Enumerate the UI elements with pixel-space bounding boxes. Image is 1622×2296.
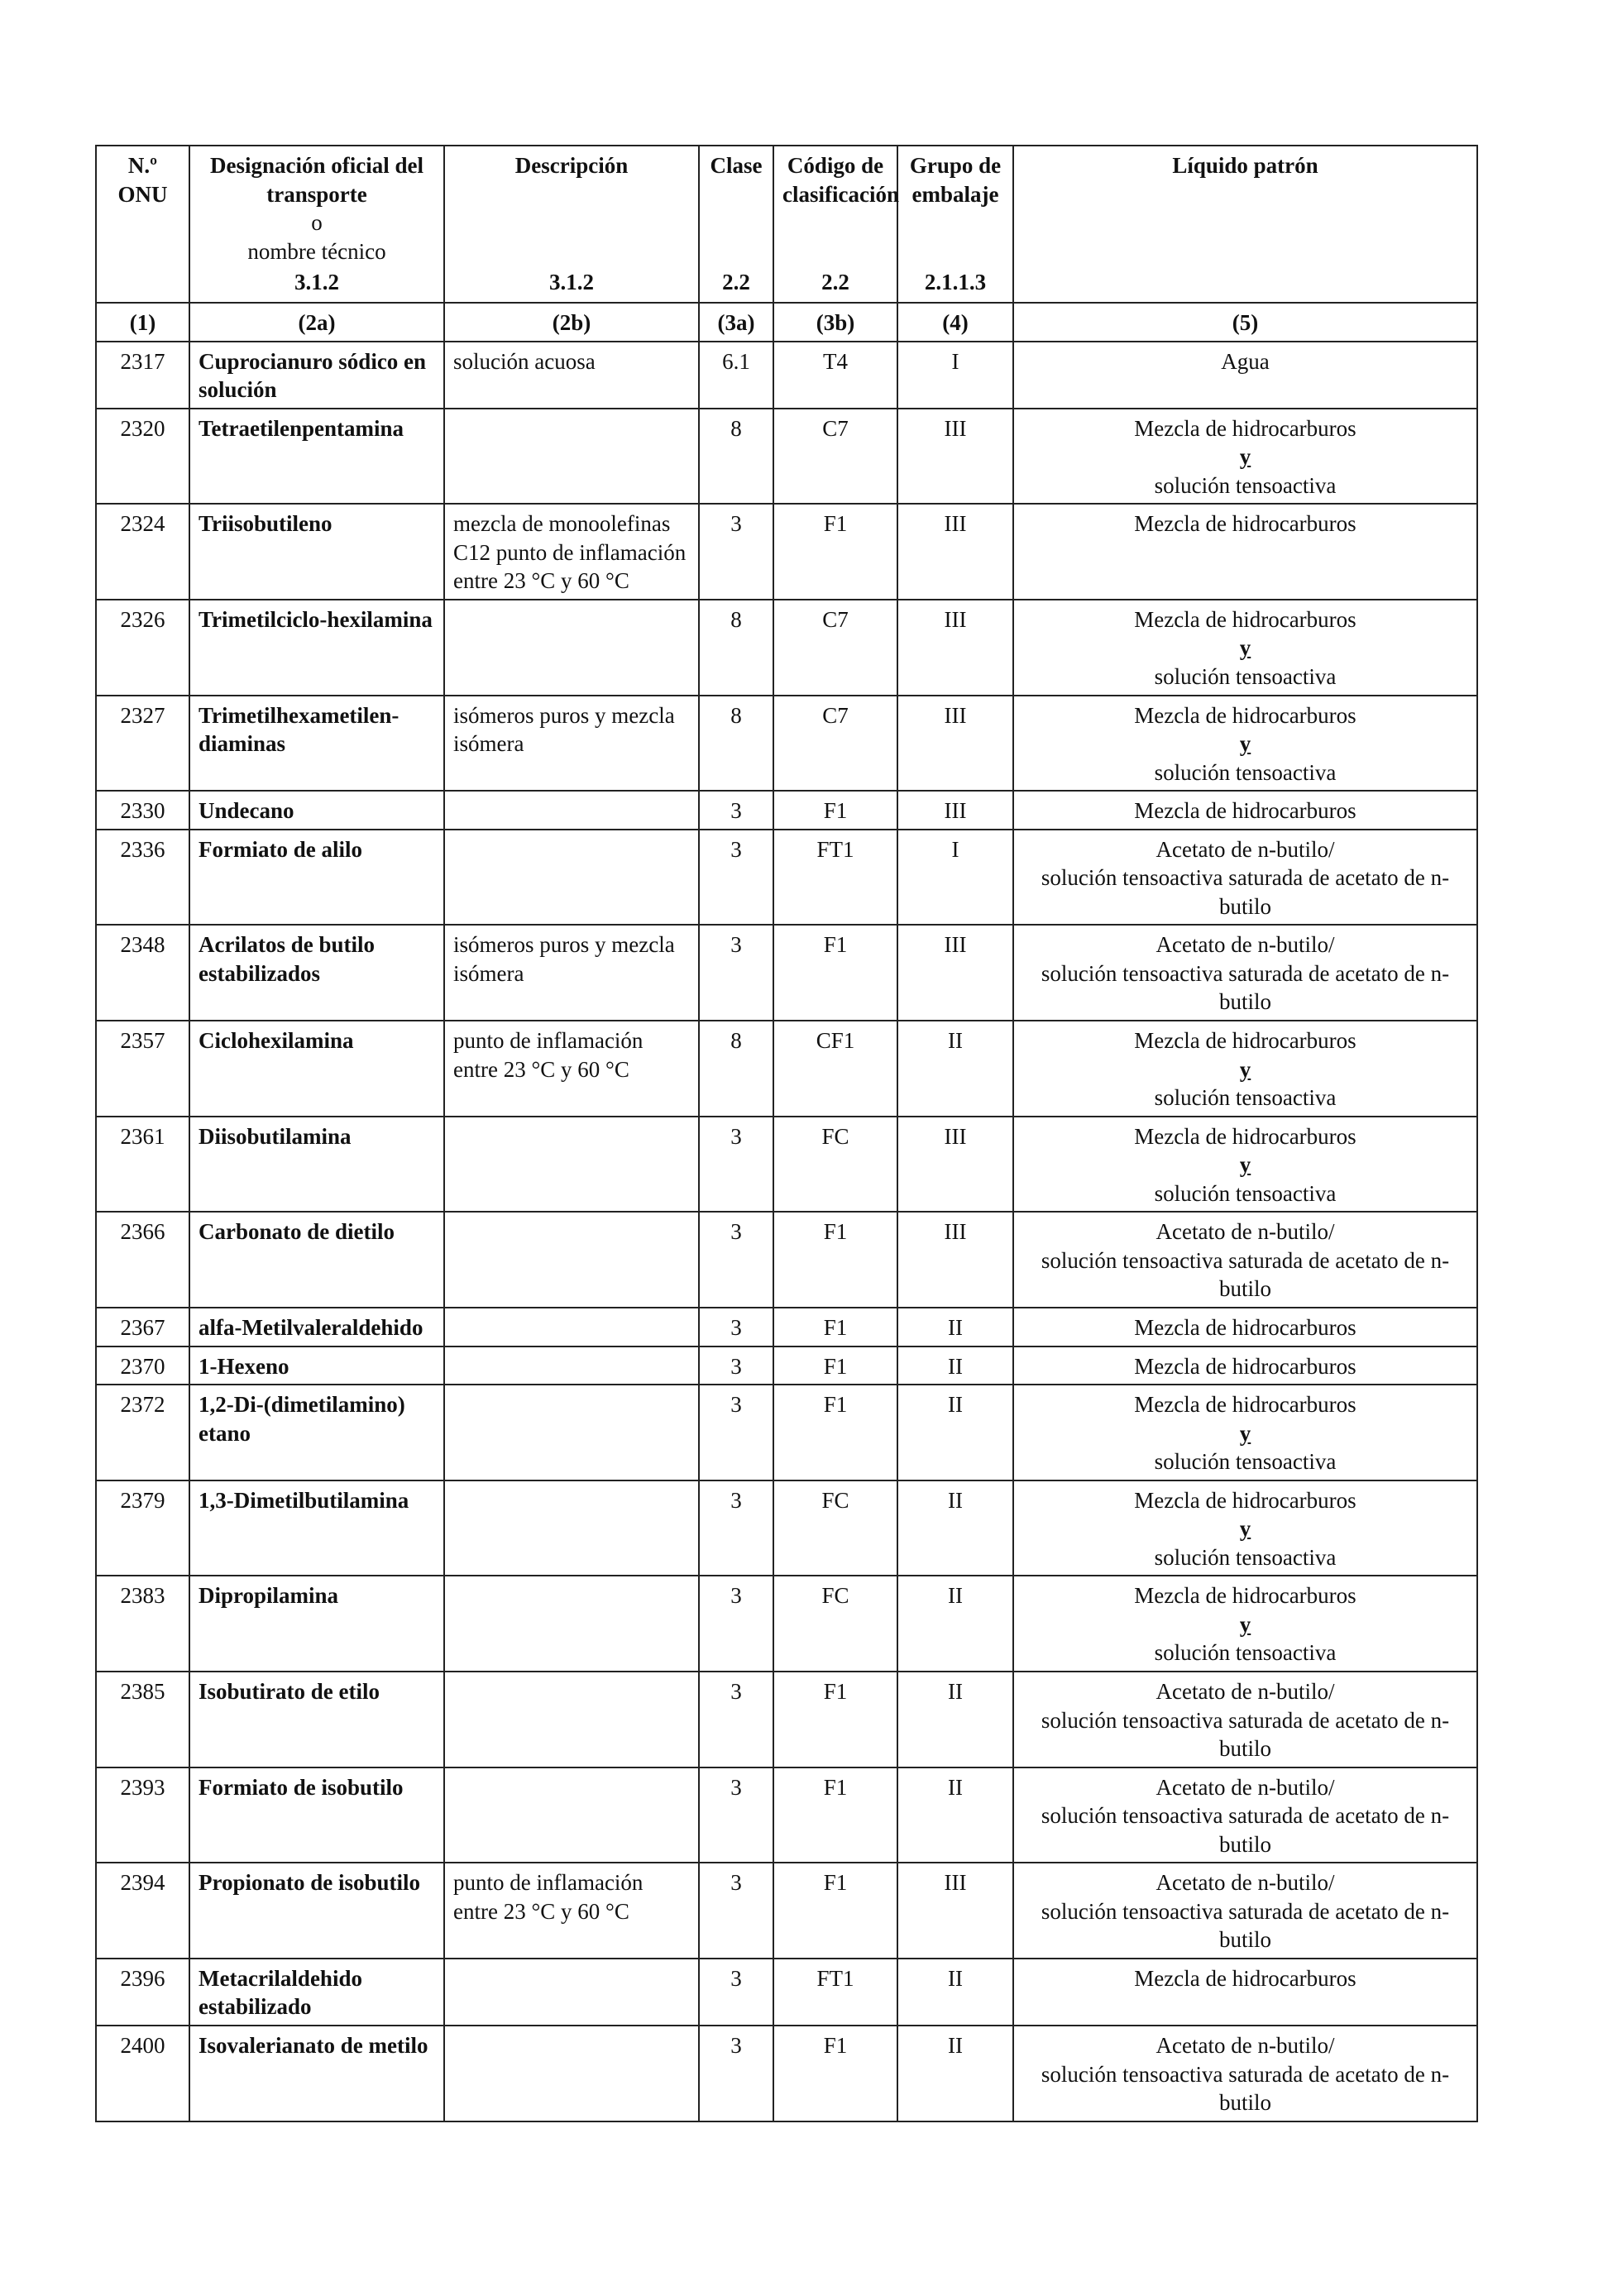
cell-name: Trimetilciclo-hexilamina xyxy=(189,600,444,696)
cell-grupo: III xyxy=(897,600,1013,696)
cell-liquido xyxy=(1013,1117,1477,1213)
cell-onu: 2372 xyxy=(96,1385,189,1480)
cell-descripcion xyxy=(444,1117,699,1213)
cell-name: Formiato de alilo xyxy=(189,830,444,926)
header-row xyxy=(96,146,1477,303)
cell-descripcion xyxy=(444,791,699,830)
table-row xyxy=(96,1117,1477,1213)
cell-codigo: C7 xyxy=(773,409,897,505)
liquido-line: solución tensoactiva xyxy=(1154,759,1337,785)
table-row xyxy=(96,1672,1477,1767)
cell-name: Isovalerianato de metilo xyxy=(189,2026,444,2121)
table-body xyxy=(96,342,1477,2121)
cell-onu: 2357 xyxy=(96,1021,189,1117)
cell-onu: 2393 xyxy=(96,1767,189,1863)
liquido-line: solución tensoactiva xyxy=(1154,1449,1337,1475)
cell-name: 1,3-Dimetilbutilamina xyxy=(189,1480,444,1576)
cell-codigo: F1 xyxy=(773,2026,897,2121)
cell-onu: 2336 xyxy=(96,830,189,926)
cell-descripcion xyxy=(444,1347,699,1385)
header-codigo xyxy=(773,146,897,303)
liquido-line: Mezcla de hidrocarburos xyxy=(1134,1123,1356,1149)
cell-codigo: FC xyxy=(773,1117,897,1213)
cell-liquido xyxy=(1013,2026,1477,2121)
table-row xyxy=(96,791,1477,830)
cell-name: Undecano xyxy=(189,791,444,830)
liquido-line: Mezcla de hidrocarburos xyxy=(1134,1314,1356,1340)
cell-onu: 2385 xyxy=(96,1672,189,1767)
cell-onu: 2394 xyxy=(96,1863,189,1959)
cell-clase: 3 xyxy=(699,1385,773,1480)
liquido-line: solución tensoactiva xyxy=(1154,1085,1337,1111)
cell-name: Formiato de isobutilo xyxy=(189,1767,444,1863)
cell-clase: 3 xyxy=(699,1672,773,1767)
header-clase-label: Clase xyxy=(710,153,763,178)
liquido-line: Mezcla de hidrocarburos xyxy=(1134,798,1356,824)
cell-descripcion xyxy=(444,1480,699,1576)
cell-descripcion xyxy=(444,1308,699,1347)
cell-descripcion xyxy=(444,830,699,926)
cell-codigo: F1 xyxy=(773,1385,897,1480)
cell-codigo: T4 xyxy=(773,342,897,409)
cell-descripcion xyxy=(444,600,699,696)
cell-onu: 2324 xyxy=(96,504,189,600)
table-row xyxy=(96,925,1477,1021)
table-row xyxy=(96,1576,1477,1672)
table-row xyxy=(96,1347,1477,1385)
cell-clase: 3 xyxy=(699,1576,773,1672)
cell-liquido xyxy=(1013,342,1477,409)
table-row xyxy=(96,1863,1477,1959)
cell-onu: 2327 xyxy=(96,696,189,792)
cell-grupo: III xyxy=(897,1212,1013,1308)
cell-codigo: C7 xyxy=(773,600,897,696)
cell-clase: 8 xyxy=(699,696,773,792)
cell-onu: 2370 xyxy=(96,1347,189,1385)
liquido-line: y xyxy=(1239,1516,1251,1542)
cell-name: Acrilatos de butilo estabilizados xyxy=(189,925,444,1021)
cell-grupo: III xyxy=(897,791,1013,830)
cell-clase: 3 xyxy=(699,925,773,1021)
cell-clase: 3 xyxy=(699,504,773,600)
cell-descripcion xyxy=(444,1672,699,1767)
cell-codigo: F1 xyxy=(773,1347,897,1385)
liquido-line: Mezcla de hidrocarburos xyxy=(1134,702,1356,728)
cell-name: alfa-Metilvaleraldehido xyxy=(189,1308,444,1347)
cell-grupo: III xyxy=(897,1863,1013,1959)
cell-liquido xyxy=(1013,1576,1477,1672)
liquido-line: Mezcla de hidrocarburos xyxy=(1134,1028,1356,1054)
cell-name: Metacrilaldehido estabilizado xyxy=(189,1959,444,2026)
cell-name: Cuprocianuro sódico en solución xyxy=(189,342,444,409)
liquido-line: solución tensoactiva xyxy=(1154,664,1337,690)
liquido-line: solución tensoactiva xyxy=(1154,472,1337,498)
header-codigo-label: Código de clasificación xyxy=(782,153,899,207)
cell-grupo: II xyxy=(897,1021,1013,1117)
header-designacion-label: Designación oficial del transporte xyxy=(210,153,423,207)
table-row xyxy=(96,2026,1477,2121)
cell-name: Ciclohexilamina xyxy=(189,1021,444,1117)
cell-liquido xyxy=(1013,600,1477,696)
cell-grupo: II xyxy=(897,1767,1013,1863)
table-row xyxy=(96,1767,1477,1863)
liquido-line: Mezcla de hidrocarburos xyxy=(1134,1392,1356,1418)
cell-grupo: I xyxy=(897,342,1013,409)
cell-name: Tetraetilenpentamina xyxy=(189,409,444,505)
header-designacion xyxy=(189,146,444,303)
cell-clase: 3 xyxy=(699,791,773,830)
cell-codigo: FC xyxy=(773,1576,897,1672)
cell-codigo: F1 xyxy=(773,1863,897,1959)
cell-clase: 3 xyxy=(699,830,773,926)
substances-table xyxy=(95,145,1478,2122)
cell-clase: 8 xyxy=(699,600,773,696)
header-designacion-nt: nombre técnico xyxy=(247,238,386,264)
cell-onu: 2320 xyxy=(96,409,189,505)
liquido-line: solución tensoactiva xyxy=(1154,1640,1337,1666)
liquido-line: Mezcla de hidrocarburos xyxy=(1134,1965,1356,1991)
cell-liquido xyxy=(1013,791,1477,830)
cell-grupo: I xyxy=(897,830,1013,926)
cell-name: Propionato de isobutilo xyxy=(189,1863,444,1959)
liquido-line: solución tensoactiva xyxy=(1154,1180,1337,1206)
cell-name: Carbonato de dietilo xyxy=(189,1212,444,1308)
cell-name: Isobutirato de etilo xyxy=(189,1672,444,1767)
cell-liquido xyxy=(1013,1385,1477,1480)
cell-onu: 2326 xyxy=(96,600,189,696)
table-row xyxy=(96,1480,1477,1576)
liquido-line: solución tensoactiva saturada de acetato de n-butilo xyxy=(1041,1247,1450,1302)
header-onu-label: N.º ONU xyxy=(117,153,168,207)
cell-clase: 3 xyxy=(699,1767,773,1863)
cell-name: Diisobutilamina xyxy=(189,1117,444,1213)
cell-codigo: F1 xyxy=(773,791,897,830)
liquido-line: Mezcla de hidrocarburos xyxy=(1134,415,1356,441)
table-row xyxy=(96,1308,1477,1347)
liquido-line: solución tensoactiva saturada de acetato de n-butilo xyxy=(1041,865,1450,919)
cell-codigo: FC xyxy=(773,1480,897,1576)
liquido-line: y xyxy=(1239,1056,1251,1082)
cell-grupo: II xyxy=(897,1959,1013,2026)
cell-grupo: II xyxy=(897,1385,1013,1480)
liquido-line: y xyxy=(1239,731,1251,757)
cell-liquido xyxy=(1013,409,1477,505)
colnum-2b: (2b) xyxy=(444,303,699,342)
liquido-line: solución tensoactiva xyxy=(1154,1544,1337,1570)
liquido-line: Mezcla de hidrocarburos xyxy=(1134,511,1356,537)
header-designacion-o: o xyxy=(311,210,323,236)
cell-liquido xyxy=(1013,1347,1477,1385)
liquido-line: Mezcla de hidrocarburos xyxy=(1134,606,1356,632)
liquido-line: Mezcla de hidrocarburos xyxy=(1134,1353,1356,1379)
liquido-line: Mezcla de hidrocarburos xyxy=(1134,1583,1356,1609)
colnum-5: (5) xyxy=(1013,303,1477,342)
cell-descripcion xyxy=(444,409,699,505)
cell-descripcion: punto de inflamación entre 23 °C y 60 °C xyxy=(444,1863,699,1959)
header-descripcion xyxy=(444,146,699,303)
cell-codigo: FT1 xyxy=(773,830,897,926)
header-codigo-ref: 2.2 xyxy=(821,270,849,295)
cell-clase: 3 xyxy=(699,1959,773,2026)
cell-grupo: II xyxy=(897,1308,1013,1347)
cell-clase: 6.1 xyxy=(699,342,773,409)
cell-liquido xyxy=(1013,1959,1477,2026)
cell-name: Dipropilamina xyxy=(189,1576,444,1672)
cell-grupo: II xyxy=(897,1347,1013,1385)
cell-descripcion xyxy=(444,1576,699,1672)
cell-grupo: III xyxy=(897,696,1013,792)
cell-name: 1,2-Di-(dimetilamino) etano xyxy=(189,1385,444,1480)
liquido-line: solución tensoactiva saturada de acetato de n-butilo xyxy=(1041,2061,1450,2116)
liquido-line: Acetato de n-butilo/ xyxy=(1155,1774,1335,1800)
cell-liquido xyxy=(1013,1672,1477,1767)
cell-onu: 2366 xyxy=(96,1212,189,1308)
liquido-line: solución tensoactiva saturada de acetato de n-butilo xyxy=(1041,1803,1450,1857)
cell-grupo: II xyxy=(897,1576,1013,1672)
cell-clase: 3 xyxy=(699,1347,773,1385)
cell-name: 1-Hexeno xyxy=(189,1347,444,1385)
liquido-line: Agua xyxy=(1221,348,1270,374)
cell-onu: 2379 xyxy=(96,1480,189,1576)
colnum-3a: (3a) xyxy=(699,303,773,342)
cell-liquido xyxy=(1013,925,1477,1021)
cell-liquido xyxy=(1013,1212,1477,1308)
cell-onu: 2396 xyxy=(96,1959,189,2026)
cell-codigo: F1 xyxy=(773,1212,897,1308)
table-row xyxy=(96,504,1477,600)
cell-descripcion: isómeros puros y mezcla isómera xyxy=(444,696,699,792)
liquido-line: Acetato de n-butilo/ xyxy=(1155,1219,1335,1245)
header-grupo-ref: 2.1.1.3 xyxy=(924,270,987,295)
cell-onu: 2400 xyxy=(96,2026,189,2121)
cell-grupo: II xyxy=(897,1480,1013,1576)
liquido-line: y xyxy=(1239,1611,1251,1637)
cell-liquido xyxy=(1013,830,1477,926)
cell-clase: 3 xyxy=(699,1308,773,1347)
cell-descripcion xyxy=(444,1959,699,2026)
liquido-line: y xyxy=(1239,1420,1251,1446)
header-grupo-label: Grupo de embalaje xyxy=(909,153,1002,207)
liquido-line: solución tensoactiva saturada de acetato de n-butilo xyxy=(1041,1707,1450,1762)
cell-onu: 2367 xyxy=(96,1308,189,1347)
cell-grupo: II xyxy=(897,2026,1013,2121)
table-row xyxy=(96,696,1477,792)
header-clase-ref: 2.2 xyxy=(722,270,750,295)
colnum-2a: (2a) xyxy=(189,303,444,342)
header-liquido xyxy=(1013,146,1477,303)
cell-clase: 3 xyxy=(699,1480,773,1576)
cell-liquido xyxy=(1013,504,1477,600)
cell-descripcion: solución acuosa xyxy=(444,342,699,409)
colnum-4: (4) xyxy=(897,303,1013,342)
cell-onu: 2317 xyxy=(96,342,189,409)
cell-onu: 2348 xyxy=(96,925,189,1021)
cell-descripcion xyxy=(444,1212,699,1308)
colnum-3b: (3b) xyxy=(773,303,897,342)
liquido-line: Mezcla de hidrocarburos xyxy=(1134,1487,1356,1513)
table-row xyxy=(96,342,1477,409)
cell-codigo: F1 xyxy=(773,504,897,600)
table-row xyxy=(96,1385,1477,1480)
colnum-1: (1) xyxy=(96,303,189,342)
cell-descripcion: isómeros puros y mezcla isómera xyxy=(444,925,699,1021)
header-clase xyxy=(699,146,773,303)
cell-codigo: F1 xyxy=(773,925,897,1021)
cell-grupo: III xyxy=(897,409,1013,505)
cell-grupo: III xyxy=(897,925,1013,1021)
table-row xyxy=(96,1959,1477,2026)
cell-liquido xyxy=(1013,1308,1477,1347)
liquido-line: Acetato de n-butilo/ xyxy=(1155,1678,1335,1704)
table-row xyxy=(96,600,1477,696)
cell-codigo: F1 xyxy=(773,1767,897,1863)
table-row xyxy=(96,409,1477,505)
cell-grupo: II xyxy=(897,1672,1013,1767)
cell-onu: 2330 xyxy=(96,791,189,830)
cell-liquido xyxy=(1013,1863,1477,1959)
table-row xyxy=(96,830,1477,926)
liquido-line: Acetato de n-butilo/ xyxy=(1155,932,1335,958)
header-onu xyxy=(96,146,189,303)
cell-codigo: F1 xyxy=(773,1308,897,1347)
liquido-line: y xyxy=(1239,635,1251,661)
cell-descripcion xyxy=(444,1385,699,1480)
cell-liquido xyxy=(1013,696,1477,792)
liquido-line: Acetato de n-butilo/ xyxy=(1155,2032,1335,2058)
header-grupo xyxy=(897,146,1013,303)
table-row xyxy=(96,1212,1477,1308)
cell-codigo: C7 xyxy=(773,696,897,792)
table-row xyxy=(96,1021,1477,1117)
cell-onu: 2383 xyxy=(96,1576,189,1672)
cell-codigo: CF1 xyxy=(773,1021,897,1117)
column-number-row xyxy=(96,303,1477,342)
header-designacion-ref: 3.1.2 xyxy=(294,270,339,295)
cell-liquido xyxy=(1013,1480,1477,1576)
cell-codigo: F1 xyxy=(773,1672,897,1767)
liquido-line: Acetato de n-butilo/ xyxy=(1155,836,1335,862)
cell-clase: 3 xyxy=(699,2026,773,2121)
cell-clase: 3 xyxy=(699,1863,773,1959)
header-descripcion-ref: 3.1.2 xyxy=(549,270,594,295)
liquido-line: Acetato de n-butilo/ xyxy=(1155,1870,1335,1896)
liquido-line: solución tensoactiva saturada de acetato de n-butilo xyxy=(1041,960,1450,1015)
cell-grupo: III xyxy=(897,504,1013,600)
cell-codigo: FT1 xyxy=(773,1959,897,2026)
liquido-line: solución tensoactiva saturada de acetato de n-butilo xyxy=(1041,1898,1450,1953)
cell-name: Trimetilhexametilen-diaminas xyxy=(189,696,444,792)
cell-clase: 8 xyxy=(699,409,773,505)
cell-liquido xyxy=(1013,1767,1477,1863)
header-liquido-label: Líquido patrón xyxy=(1172,153,1318,178)
liquido-line: y xyxy=(1239,1152,1251,1178)
cell-descripcion xyxy=(444,2026,699,2121)
cell-name: Triisobutileno xyxy=(189,504,444,600)
cell-liquido xyxy=(1013,1021,1477,1117)
cell-grupo: III xyxy=(897,1117,1013,1213)
cell-descripcion: punto de inflamación entre 23 °C y 60 °C xyxy=(444,1021,699,1117)
liquido-line: y xyxy=(1239,444,1251,470)
cell-descripcion xyxy=(444,1767,699,1863)
cell-clase: 8 xyxy=(699,1021,773,1117)
cell-clase: 3 xyxy=(699,1117,773,1213)
header-descripcion-label: Descripción xyxy=(514,153,629,178)
cell-descripcion: mezcla de monoolefinas C12 punto de inflamación entre 23 °C y 60 °C xyxy=(444,504,699,600)
cell-onu: 2361 xyxy=(96,1117,189,1213)
cell-clase: 3 xyxy=(699,1212,773,1308)
